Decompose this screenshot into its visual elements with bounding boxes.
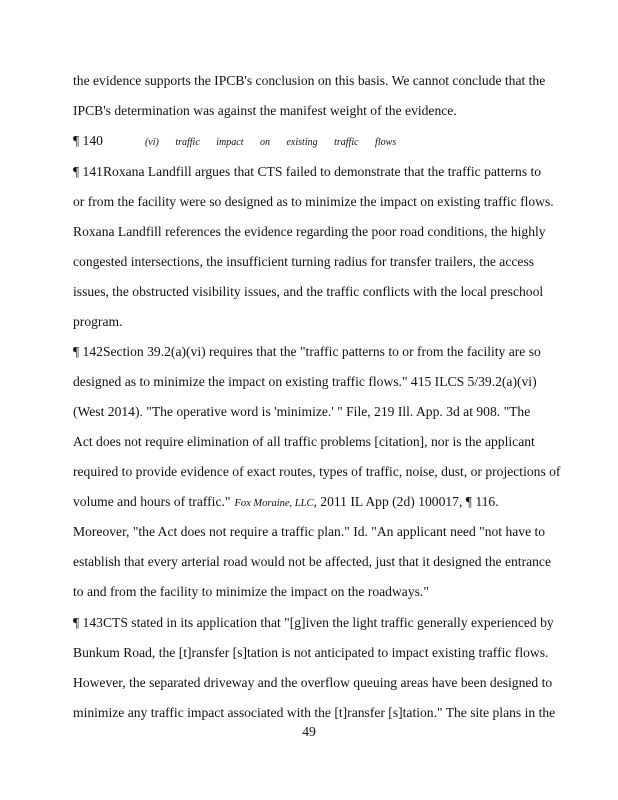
body-line: IPCB's determination was against the manifest weight of the evidence. <box>73 103 457 118</box>
body-line: Roxana Landfill references the evidence regarding the poor road conditions, the highly <box>73 224 546 239</box>
section-heading <box>73 133 396 151</box>
citation-reference: , 2011 IL App (2d) 100017, ¶ 116. <box>313 494 499 509</box>
case-citation: Fox Moraine, LLC <box>234 498 314 509</box>
body-line: ¶ 143CTS stated in its application that "[g]iven the light traffic generally experienced by <box>73 615 554 630</box>
heading-title: (vi) traffic impact on existing traffic flows <box>144 137 397 148</box>
body-line: minimize any traffic impact associated with the [t]ransfer [s]tation." The site plans in the <box>73 705 556 720</box>
body-line: the evidence supports the IPCB's conclusion on this basis. We cannot conclude that the <box>73 73 546 88</box>
body-line: (West 2014). "The operative word is 'minimize.' " File, 219 Ill. App. 3d at 908. "The <box>73 404 531 419</box>
body-line: Moreover, "the Act does not require a traffic plan." Id. "An applicant need "not have to <box>73 524 546 539</box>
body-line: ¶ 141Roxana Landfill argues that CTS failed to demonstrate that the traffic patterns to <box>73 164 542 179</box>
body-line: or from the facility were so designed as to minimize the impact on existing traffic flows. <box>73 194 554 209</box>
body-line: ¶ 142Section 39.2(a)(vi) requires that the "traffic patterns to or from the facility are so <box>73 344 541 359</box>
body-line: Act does not require elimination of all traffic problems [citation], nor is the applicant <box>73 434 535 449</box>
body-line: required to provide evidence of exact routes, types of traffic, noise, dust, or projections of <box>73 464 561 479</box>
body-line: to and from the facility to minimize the impact on the roadways." <box>73 584 429 599</box>
body-line: Bunkum Road, the [t]ransfer [s]tation is not anticipated to impact existing traffic flows. <box>73 645 549 660</box>
body-line <box>73 494 499 512</box>
body-line-text: volume and hours of traffic." <box>73 494 231 509</box>
body-line: issues, the obstructed visibility issues, and the traffic conflicts with the local preschool <box>73 284 544 299</box>
body-line: establish that every arterial road would not be affected, just that it designed the entrance <box>73 554 551 569</box>
body-line: congested intersections, the insufficient turning radius for transfer trailers, the access <box>73 254 535 269</box>
body-line: However, the separated driveway and the overflow queuing areas have been designed to <box>73 675 553 690</box>
heading-number: ¶ 140 <box>73 133 103 148</box>
body-line: program. <box>73 314 123 329</box>
body-line: designed as to minimize the impact on existing traffic flows." 415 ILCS 5/39.2(a)(vi) <box>73 374 537 389</box>
page-number: 49 <box>302 724 316 739</box>
